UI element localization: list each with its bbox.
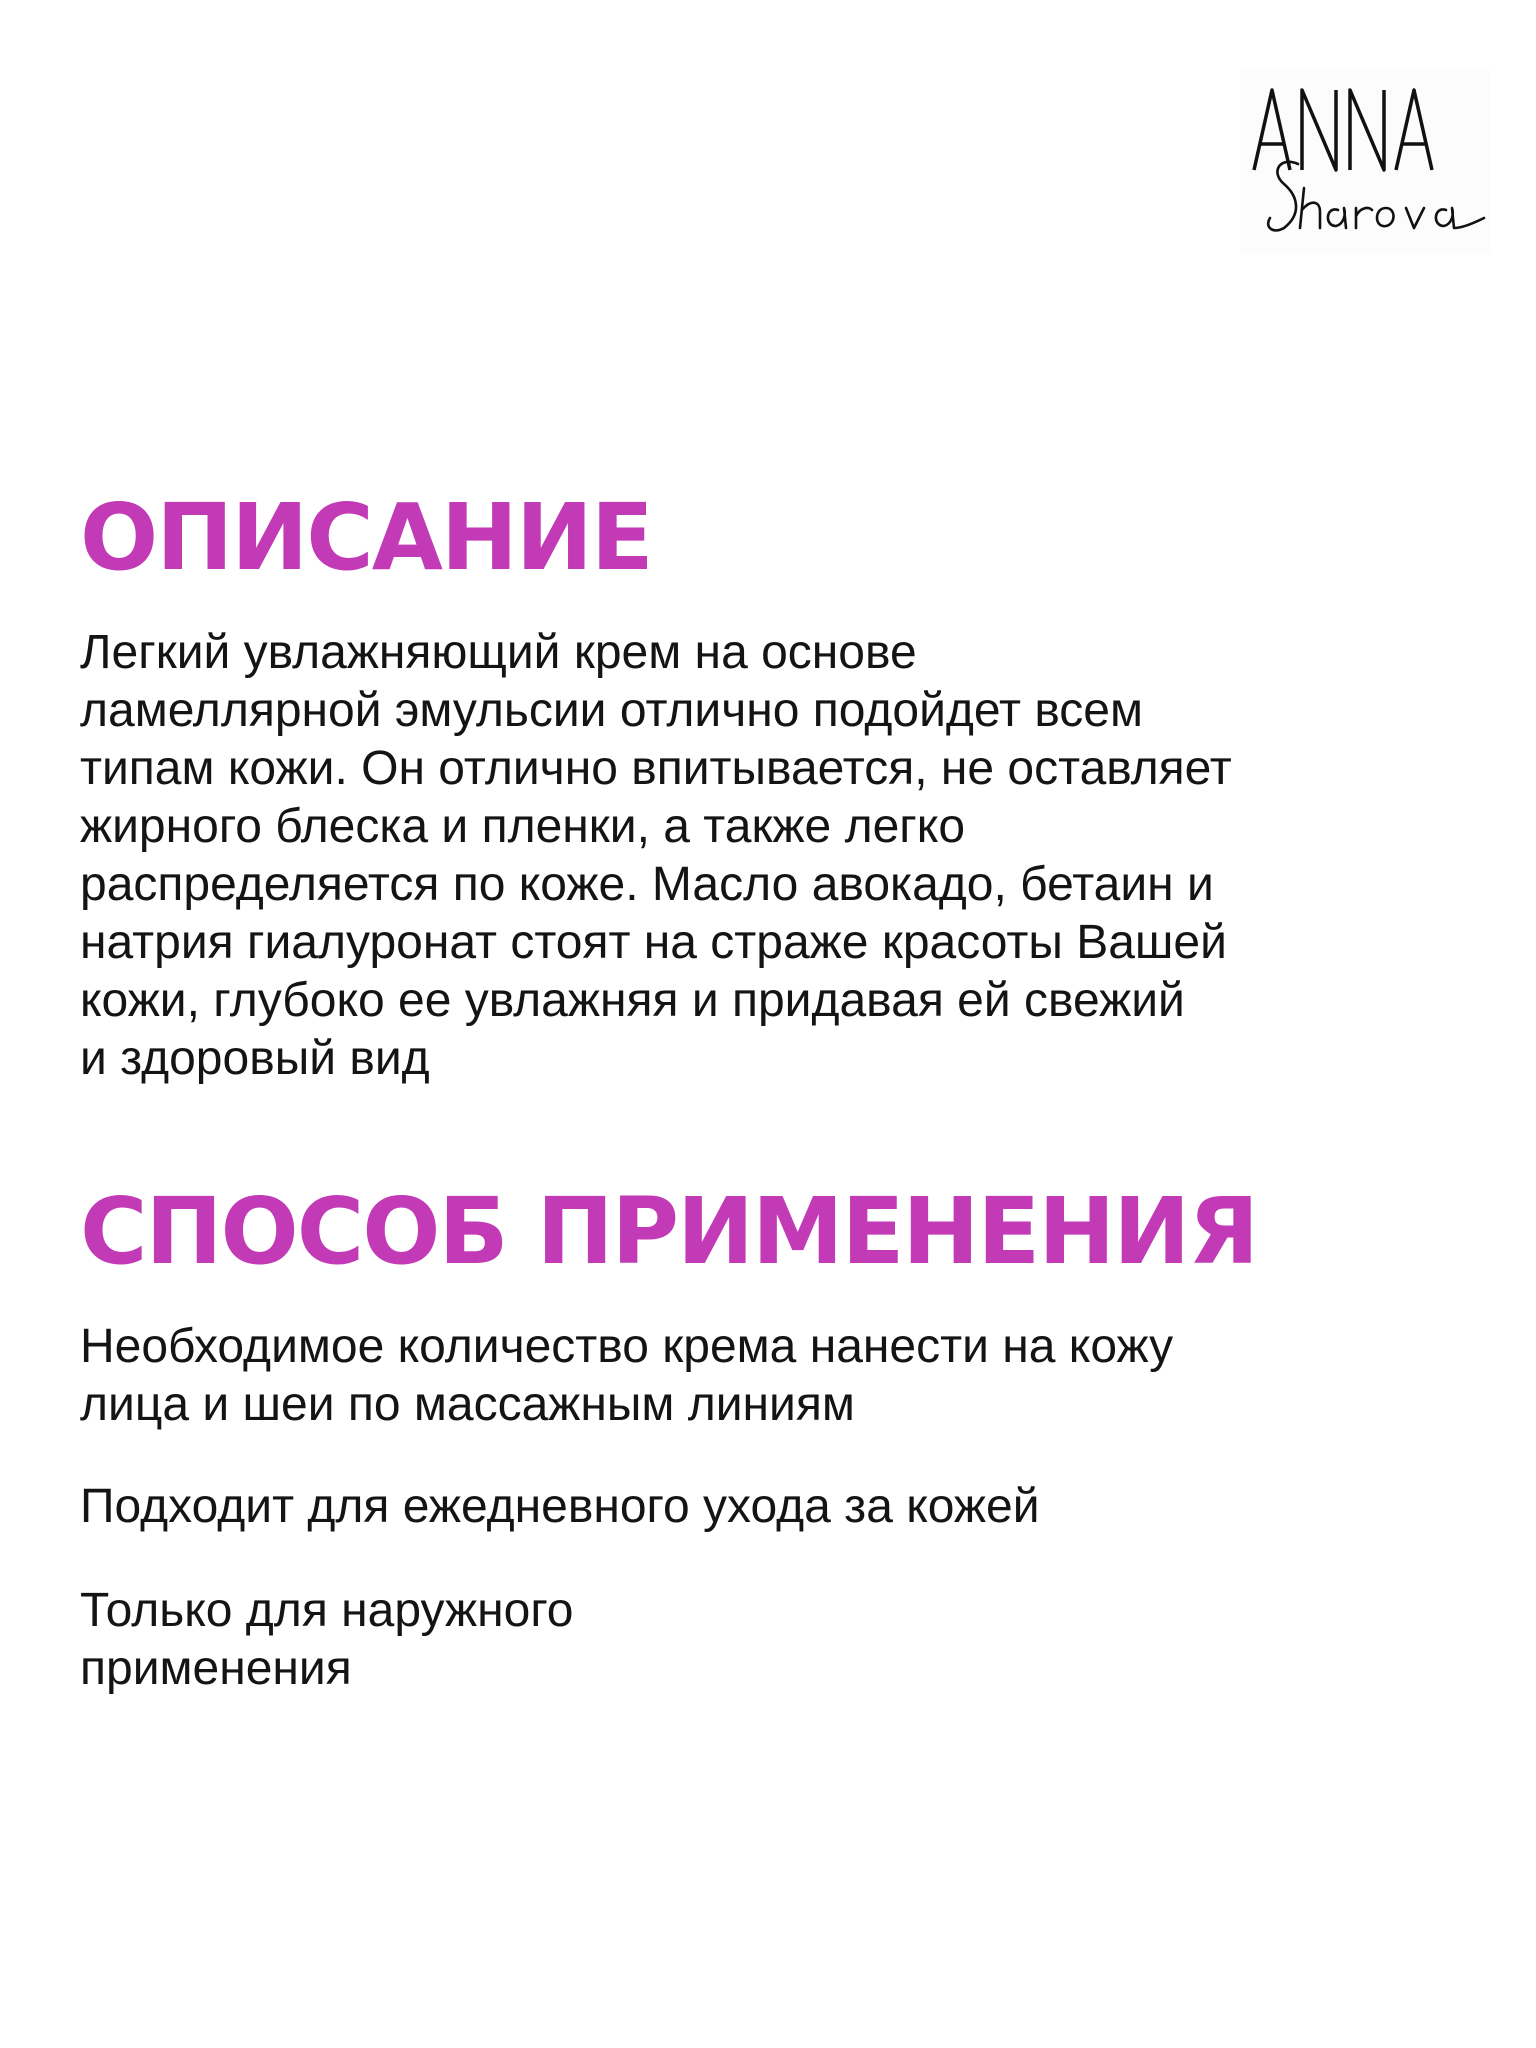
- description-line: ламеллярной эмульсии отлично подойдет всем: [80, 684, 1143, 737]
- description-line: типам кожи. Он отлично впитывается, не оставляет: [80, 742, 1232, 795]
- description-line: жирного блеска и пленки, а также легко: [80, 800, 966, 853]
- usage-paragraph-external: [80, 1582, 574, 1698]
- brand-logo: [1240, 68, 1490, 253]
- usage-line: Необходимое количество крема нанести на кожу: [80, 1320, 1174, 1373]
- description-line: натрия гиалуронат стоят на страже красоты Вашей: [80, 916, 1227, 969]
- description-line: кожи, глубоко ее увлажняя и придавая ей свежий: [80, 974, 1185, 1027]
- description-line: распределяется по коже. Масло авокадо, бетаин и: [80, 858, 1214, 911]
- usage-paragraph-application: [80, 1318, 1173, 1434]
- usage-line: лица и шеи по массажным линиям: [80, 1378, 855, 1431]
- description-text: [80, 624, 1232, 1088]
- usage-line: Только для наружного: [80, 1584, 574, 1637]
- usage-line: применения: [80, 1642, 352, 1695]
- description-line: и здоровый вид: [80, 1032, 430, 1085]
- description-line: Легкий увлажняющий крем на основе: [80, 626, 917, 679]
- usage-line: Подходит для ежедневного ухода за кожей: [80, 1480, 1040, 1533]
- anna-sharova-logo: [1240, 68, 1490, 253]
- usage-heading: СПОСОБ ПРИМЕНЕНИЯ: [80, 1178, 1258, 1285]
- description-heading: ОПИСАНИЕ: [80, 484, 652, 591]
- usage-paragraph-daily: [80, 1478, 1040, 1536]
